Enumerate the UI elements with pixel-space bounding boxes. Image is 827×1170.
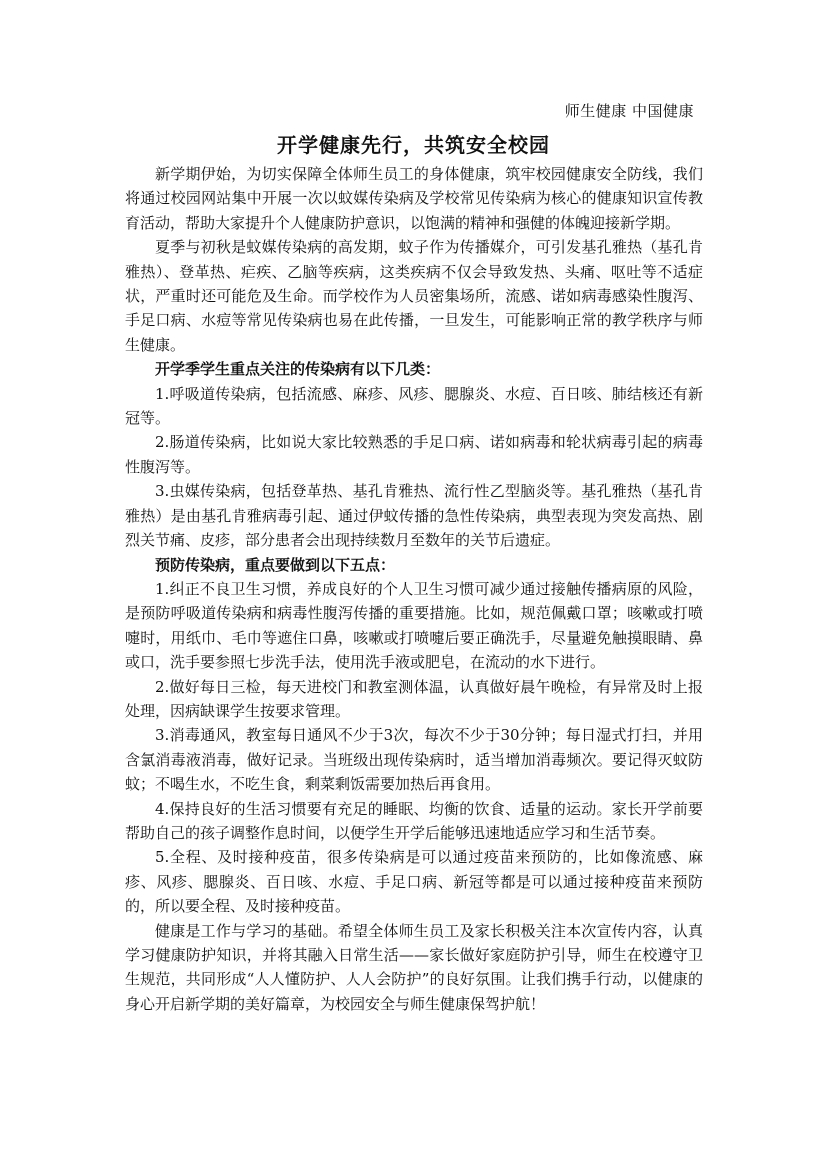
document-body: [125, 162, 703, 1016]
prevention-item-1: 1.纠正不良卫生习惯，养成良好的个人卫生习惯可减少通过接触传播病原的风险，是预防呼吸道传染病和病毒性腹泻传播的重要措施。比如，规范佩戴口罩；咳嗽或打喷嚏时，用纸巾、毛巾等遮住口鼻，咳嗽或打喷嚏后要正确洗手，尽量避免触摸眼睛、鼻或口，洗手要参照七步洗手法，使用洗手液或肥皂，在流动的水下进行。: [125, 579, 703, 672]
disease-item-1: 1.呼吸道传染病，包括流感、麻疹、风疹、腮腺炎、水痘、百日咳、肺结核还有新冠等。: [125, 384, 703, 428]
prevention-item-3: 3.消毒通风，教室每日通风不少于3次，每次不少于30分钟；每日湿式打扫，并用含氯消毒液消毒，做好记录。当班级出现传染病时，适当增加消毒频次。要记得灭蚊防蚊；不喝生水，不吃生食，剩菜剩饭需要加热后再食用。: [125, 726, 703, 794]
prevention-item-4: 4.保持良好的生活习惯要有充足的睡眠、均衡的饮食、适量的运动。家长开学前要帮助自己的孩子调整作息时间，以便学生开学后能够迅速地适应学习和生活节奏。: [125, 799, 703, 842]
page-title: 开学健康先行，共筑安全校园: [277, 133, 550, 157]
prevention-heading: 预防传染病，重点要做到以下五点：: [155, 555, 396, 574]
disease-item-2: 2.肠道传染病，比如说大家比较熟悉的手足口病、诺如病毒和轮状病毒引起的病毒性腹泻等。: [125, 433, 703, 476]
background-paragraph: 夏季与初秋是蚊媒传染病的高发期，蚊子作为传播媒介，可引发基孔雅热（基孔肯雅热）、登革热、疟疾、乙脑等疾病，这类疾病不仅会导致发热、头痛、呕吐等不适症状，严重时还可能危及生命。而学校作为人员密集场所，流感、诺如病毒感染性腹泻、手足口病、水痘等常见传染病也易在此传播，一旦发生，可能影响正常的教学秩序与师生健康。: [125, 238, 703, 354]
header-tagline: 师生健康 中国健康: [564, 102, 694, 120]
intro-paragraph: 新学期伊始，为切实保障全体师生员工的身体健康，筑牢校园健康安全防线，我们将通过校园网站集中开展一次以蚊媒传染病及学校常见传染病为核心的健康知识宣传教育活动，帮助大家提升个人健康防护意识，以饱满的精神和强健的体魄迎接新学期。: [125, 165, 703, 232]
closing-paragraph: 健康是工作与学习的基础。希望全体师生员工及家长积极关注本次宣传内容，认真学习健康防护知识，并将其融入日常生活——家长做好家庭防护引导，师生在校遵守卫生规范，共同形成“人人懂防护、人人会防护”的良好氛围。让我们携手行动，以健康的身心开启新学期的美好篇章，为校园安全与师生健康保驾护航！: [125, 921, 703, 1013]
prevention-item-2: 2.做好每日三检，每天进校门和教室测体温，认真做好晨午晚检，有异常及时上报处理，因病缺课学生按要求管理。: [125, 677, 703, 720]
disease-item-3: 3.虫媒传染病，包括登革热、基孔肯雅热、流行性乙型脑炎等。基孔雅热（基孔肯雅热）是由基孔肯雅病毒引起、通过伊蚊传播的急性传染病，典型表现为突发高热、剧烈关节痛、皮疹，部分患者会出现持续数月至数年的关节后遗症。: [125, 482, 703, 550]
prevention-item-5: 5.全程、及时接种疫苗，很多传染病是可以通过疫苗来预防的，比如像流感、麻疹、风疹、腮腺炎、百日咳、水痘、手足口病、新冠等都是可以通过接种疫苗来预防的，所以要全程、及时接种疫苗。: [125, 848, 703, 916]
diseases-heading: 开学季学生重点关注的传染病有以下几类：: [155, 360, 441, 379]
